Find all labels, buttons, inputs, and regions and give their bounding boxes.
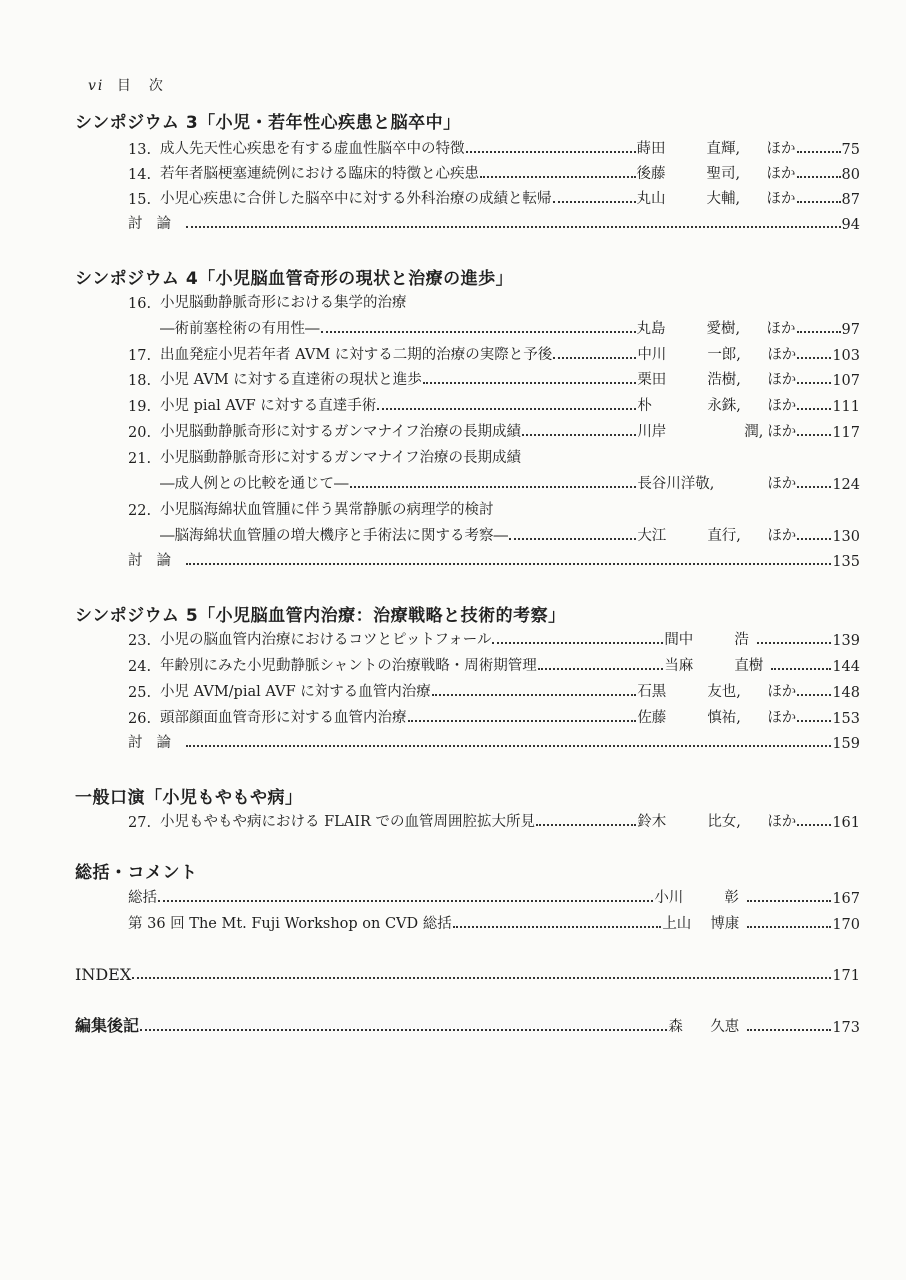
dot-leader xyxy=(140,1029,667,1031)
author-family: 当麻 xyxy=(664,658,694,674)
section-title-general-oral: 一般口演「小児もやもや病」 xyxy=(75,788,303,808)
toc-entry-index[interactable] xyxy=(75,962,860,984)
section-title-symposium-4: シンポジウム 4「小児脳血管奇形の現状と治療の進歩」 xyxy=(75,269,514,289)
header-title: 目 次 xyxy=(116,78,165,94)
dot-leader xyxy=(132,977,831,979)
entry-number: 22. xyxy=(128,503,152,519)
et-al: ほか xyxy=(767,710,797,726)
entry-title: 小児脳動静脈奇形に対するガンマナイフ治療の長期成績 xyxy=(160,424,522,440)
dot-leader xyxy=(350,486,637,488)
et-al: ほか xyxy=(767,424,797,440)
page-number: 130 xyxy=(832,529,860,545)
author-family: 川岸 xyxy=(637,424,667,440)
toc-entry-22-title[interactable] xyxy=(128,497,860,519)
dot-leader xyxy=(797,720,831,722)
et-al: ほか xyxy=(766,321,796,337)
toc-entry-24[interactable] xyxy=(128,653,860,675)
page-number: 75 xyxy=(841,142,860,158)
dot-leader xyxy=(797,151,841,153)
page-number: 107 xyxy=(832,373,860,389)
toc-entry-22[interactable] xyxy=(128,523,860,545)
section-title-symposium-3: シンポジウム 3「小児・若年性心疾患と脳卒中」 xyxy=(75,113,461,133)
entry-title: 討論 xyxy=(128,553,185,569)
entry-title: 編集後記 xyxy=(75,1016,140,1035)
toc-entry-15[interactable] xyxy=(128,186,860,208)
et-al: ほか xyxy=(767,528,797,544)
dot-leader xyxy=(321,331,636,333)
dot-leader xyxy=(797,538,831,540)
dot-leader xyxy=(747,926,831,928)
page-number: 167 xyxy=(832,891,860,907)
author-family: 小川 xyxy=(654,890,684,906)
entry-title: 出血発症小児若年者 AVM に対する二期的治療の実際と予後 xyxy=(160,347,553,363)
author-given: 比女, xyxy=(707,814,741,830)
dot-leader xyxy=(797,408,831,410)
entry-number: 13. xyxy=(128,142,152,158)
entry-number: 16. xyxy=(128,296,152,312)
author-given: 浩 xyxy=(734,632,749,648)
et-al: ほか xyxy=(767,476,797,492)
author-given: 直行, xyxy=(707,528,741,544)
page-number: 94 xyxy=(841,217,860,233)
entry-number: 15. xyxy=(128,192,152,208)
page-number: 117 xyxy=(832,425,860,441)
entry-title: 小児の脳血管内治療におけるコツとピットフォール xyxy=(160,632,492,648)
author-family: 石黒 xyxy=(637,684,667,700)
et-al: ほか xyxy=(766,141,796,157)
toc-entry-25[interactable] xyxy=(128,679,860,701)
author-given: 友也, xyxy=(707,684,741,700)
page-number: 159 xyxy=(832,736,860,752)
entry-title: 小児もやもや病における FLAIR での血管周囲腔拡大所見 xyxy=(160,814,536,830)
toc-entry-summary[interactable] xyxy=(128,885,860,907)
author-given: 浩樹, xyxy=(707,372,741,388)
dot-leader xyxy=(466,151,636,153)
toc-entry-discussion[interactable] xyxy=(128,211,860,233)
author-given: 慎祐, xyxy=(707,710,741,726)
page-number: 161 xyxy=(832,815,860,831)
entry-title: 第 36 回 The Mt. Fuji Workshop on CVD 総括 xyxy=(128,916,452,932)
dot-leader xyxy=(747,1029,831,1031)
entry-title: 年齢別にみた小児動静脈シャントの治療戦略・周術期管理 xyxy=(160,658,537,674)
dot-leader xyxy=(432,694,637,696)
page-number: 111 xyxy=(832,399,860,415)
header-page-number: vi xyxy=(88,78,105,94)
author-given: 彰 xyxy=(724,890,739,906)
dot-leader xyxy=(797,357,831,359)
entry-title: 総括 xyxy=(128,890,157,906)
dot-leader xyxy=(797,382,831,384)
entry-number: 27. xyxy=(128,815,152,831)
dot-leader xyxy=(186,226,841,228)
dot-leader xyxy=(536,824,636,826)
author-given: 潤, xyxy=(744,424,764,440)
entry-title: INDEX xyxy=(75,965,132,984)
page-number: 97 xyxy=(841,322,860,338)
author-given: 久恵 xyxy=(710,1019,740,1035)
author-family: 後藤 xyxy=(636,166,666,182)
toc-entry-26[interactable] xyxy=(128,705,860,727)
entry-title: 小児心疾患に合併した脳卒中に対する外科治療の成績と転帰 xyxy=(160,191,552,207)
toc-entry-13[interactable] xyxy=(128,136,860,158)
toc-entry-17[interactable] xyxy=(128,342,860,364)
dot-leader xyxy=(797,331,841,333)
author-given: 聖司, xyxy=(706,166,741,182)
et-al: ほか xyxy=(767,814,797,830)
dot-leader xyxy=(757,642,831,644)
et-al: ほか xyxy=(766,191,796,207)
entry-title: 小児脳海綿状血管腫に伴う異常静脈の病理学的検討 xyxy=(160,502,494,518)
dot-leader xyxy=(509,538,636,540)
dot-leader xyxy=(797,201,841,203)
page-number: 87 xyxy=(841,192,860,208)
author-family: 蒔田 xyxy=(636,141,666,157)
entry-title: 若年者脳梗塞連続例における臨床的特徴と心疾患 xyxy=(160,166,479,182)
toc-entry-20[interactable] xyxy=(128,419,860,441)
dot-leader xyxy=(797,176,841,178)
dot-leader xyxy=(453,926,662,928)
toc-entry-21-title[interactable] xyxy=(128,445,860,467)
toc-entry-16-title[interactable] xyxy=(128,290,860,312)
entry-title: 小児脳動静脈奇形における集学的治療 xyxy=(160,295,407,311)
page-number: 80 xyxy=(841,167,860,183)
entry-title: 小児 AVM/pial AVF に対する血管内治療 xyxy=(160,684,431,700)
author-family: 朴 xyxy=(637,398,652,414)
author-given: 大輔, xyxy=(706,191,741,207)
entry-title: 小児脳動静脈奇形に対するガンマナイフ治療の長期成績 xyxy=(160,450,522,466)
author-given: 永銖, xyxy=(707,398,741,414)
author-family: 上山 xyxy=(662,916,692,932)
page-number: 153 xyxy=(832,711,860,727)
author-family: 丸山 xyxy=(636,191,666,207)
author-family: 丸島 xyxy=(636,321,666,337)
dot-leader xyxy=(186,745,831,747)
toc-entry-19[interactable] xyxy=(128,393,860,415)
entry-title: 頭部顔面血管奇形に対する血管内治療 xyxy=(160,710,407,726)
entry-number: 25. xyxy=(128,685,152,701)
dot-leader xyxy=(423,382,637,384)
page-number: 135 xyxy=(832,554,860,570)
dot-leader xyxy=(522,434,636,436)
dot-leader xyxy=(538,668,664,670)
et-al: ほか xyxy=(767,347,797,363)
et-al: ほか xyxy=(767,398,797,414)
entry-title: 小児 AVM に対する直達術の現状と進歩 xyxy=(160,372,422,388)
entry-number: 18. xyxy=(128,373,152,389)
page-number: 139 xyxy=(832,633,860,649)
toc-entry-16[interactable] xyxy=(128,316,860,338)
page-number: 171 xyxy=(832,968,860,984)
toc-entry-discussion[interactable] xyxy=(128,548,860,570)
page-number: 144 xyxy=(832,659,860,675)
dot-leader xyxy=(553,201,636,203)
dot-leader xyxy=(553,357,636,359)
toc-entry-27[interactable] xyxy=(128,809,860,831)
entry-subtitle: ―脳海綿状血管腫の増大機序と手術法に関する考察― xyxy=(160,528,508,544)
author-given: 直輝, xyxy=(706,141,741,157)
toc-entry-18[interactable] xyxy=(128,367,860,389)
author-given: 博康 xyxy=(710,916,740,932)
entry-title: 討論 xyxy=(128,216,185,232)
running-header xyxy=(88,75,165,95)
page-number: 170 xyxy=(832,917,860,933)
dot-leader xyxy=(480,176,636,178)
entry-title: 成人先天性心疾患を有する虚血性脳卒中の特徴 xyxy=(160,141,465,157)
dot-leader xyxy=(747,900,831,902)
entry-subtitle: ―成人例との比較を通じて― xyxy=(160,476,349,492)
author-family: 大江 xyxy=(637,528,667,544)
entry-title: 討論 xyxy=(128,735,185,751)
et-al: ほか xyxy=(767,684,797,700)
toc-entry-23[interactable] xyxy=(128,627,860,649)
author-given: 直樹 xyxy=(734,658,764,674)
et-al: ほか xyxy=(767,372,797,388)
dot-leader xyxy=(377,408,636,410)
dot-leader xyxy=(797,824,831,826)
section-title-symposium-5: シンポジウム 5「小児脳血管内治療：治療戦略と技術的考察」 xyxy=(75,606,566,626)
author-family: 森 xyxy=(668,1019,683,1035)
toc-entry-21[interactable] xyxy=(128,471,860,493)
dot-leader xyxy=(186,563,831,565)
section-title-summary: 総括・コメント xyxy=(75,863,198,883)
dot-leader xyxy=(797,694,831,696)
entry-number: 23. xyxy=(128,633,152,649)
author-given: 愛樹, xyxy=(706,321,741,337)
author-given: 一郎, xyxy=(707,347,741,363)
author-family: 佐藤 xyxy=(637,710,667,726)
page-number: 148 xyxy=(832,685,860,701)
toc-entry-workshop-summary[interactable] xyxy=(128,911,860,933)
et-al: ほか xyxy=(766,166,796,182)
dot-leader xyxy=(408,720,637,722)
entry-number: 26. xyxy=(128,711,152,727)
author-family: 栗田 xyxy=(637,372,667,388)
entry-number: 24. xyxy=(128,659,152,675)
dot-leader xyxy=(771,668,831,670)
dot-leader xyxy=(158,900,653,902)
author-family: 長谷川洋敬, xyxy=(637,476,715,492)
page-number: 124 xyxy=(832,477,860,493)
dot-leader xyxy=(797,434,831,436)
toc-entry-postscript[interactable] xyxy=(75,1014,860,1036)
page-number: 173 xyxy=(832,1020,860,1036)
entry-number: 17. xyxy=(128,348,152,364)
toc-entry-discussion[interactable] xyxy=(128,730,860,752)
entry-number: 21. xyxy=(128,451,152,467)
entry-title: 小児 pial AVF に対する直達手術 xyxy=(160,398,377,414)
page-number: 103 xyxy=(832,348,860,364)
author-family: 間中 xyxy=(664,632,694,648)
toc-entry-14[interactable] xyxy=(128,161,860,183)
dot-leader xyxy=(797,486,831,488)
author-family: 中川 xyxy=(637,347,667,363)
dot-leader xyxy=(492,642,663,644)
entry-number: 20. xyxy=(128,425,152,441)
entry-number: 19. xyxy=(128,399,152,415)
entry-subtitle: ―術前塞栓術の有用性― xyxy=(160,321,320,337)
entry-number: 14. xyxy=(128,167,152,183)
author-family: 鈴木 xyxy=(637,814,667,830)
